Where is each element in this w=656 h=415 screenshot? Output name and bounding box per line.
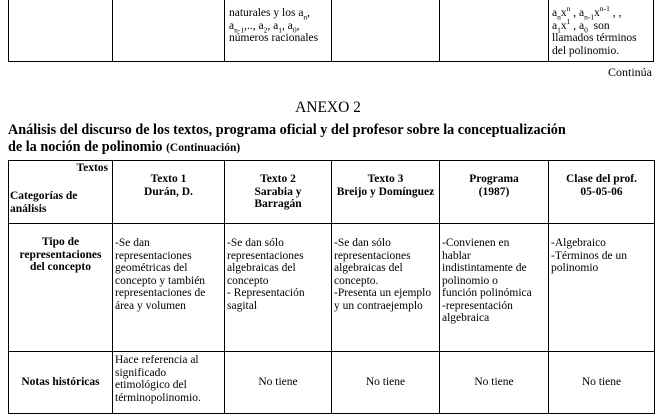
corner-categorias-label: Categorías de análisis: [10, 190, 78, 215]
previous-table-fragment: [8, 0, 654, 62]
continua-label: Continúa: [608, 65, 652, 79]
row-header-notas-historicas: Notas históricas: [9, 352, 113, 414]
fragment-cell-text-3: naturales y los $a_n$, $a_{n-1}$,.., $a_2$, $a_1$, $a_0$, números racionales: [229, 7, 319, 44]
column-header-texto-3: Texto 3 Breijo y Domínguez: [332, 161, 440, 224]
column-header-texto-1: Texto 1 Durán, D.: [113, 161, 225, 224]
cell-notas-texto-1: Hace referencia al significado etimológico del términopolinomio.: [113, 352, 225, 414]
cell-notas-programa: No tiene: [440, 352, 549, 414]
column-rule: [224, 0, 225, 62]
cell-notas-clase: No tiene: [549, 352, 655, 414]
analysis-table: [8, 160, 655, 414]
cell-tipo-texto-3: -Se dan sólo representaciones algebraicas del concepto. -Presenta un ejemplo y un contraejemplo: [332, 224, 440, 352]
cell-notas-texto-3: No tiene: [332, 352, 440, 414]
column-rule: [439, 0, 440, 62]
row-header-tipo-representaciones: Tipo de representaciones del concepto: [9, 224, 113, 352]
cell-tipo-texto-1: -Se dan representaciones geométricas del concepto y también representaciones de área y volumen: [113, 224, 225, 352]
corner-header-cell: [9, 161, 113, 224]
section-heading: Análisis del discurso de los textos, programa oficial y del profesor sobre la conceptualización de la noción de polinomio (Continuación): [8, 122, 566, 155]
cell-tipo-programa: -Convienen en hablar indistintamente de polinomio o función polinómica -representación algebraica: [440, 224, 549, 352]
annex-title: ANEXO 2: [295, 99, 361, 116]
table-row-notas-historicas: [9, 352, 655, 414]
column-rule: [8, 0, 9, 62]
cell-tipo-clase: -Algebraico -Términos de un polinomio: [549, 224, 655, 352]
column-rule: [112, 0, 113, 62]
column-header-programa: Programa (1987): [440, 161, 549, 224]
column-header-clase: Clase del prof. 05-05-06: [549, 161, 655, 224]
corner-textos-label: Textos: [76, 162, 108, 174]
cell-notas-texto-2: No tiene: [225, 352, 332, 414]
bottom-rule: [8, 61, 654, 62]
cell-tipo-texto-2: -Se dan sólo representaciones algebraicas del concepto - Representación sagital: [225, 224, 332, 352]
table-header-row: [9, 161, 655, 224]
table-row-tipo-representaciones: [9, 224, 655, 352]
column-header-texto-2: Texto 2 Sarabia y Barragán: [225, 161, 332, 224]
column-rule: [548, 0, 549, 62]
fragment-cell-clase: $a_nx^n$ , $a_{n-1}x^{n-1}$ , , $a_1x^1$ , $a_0$ son llamados términos del polinomio.: [552, 4, 637, 57]
